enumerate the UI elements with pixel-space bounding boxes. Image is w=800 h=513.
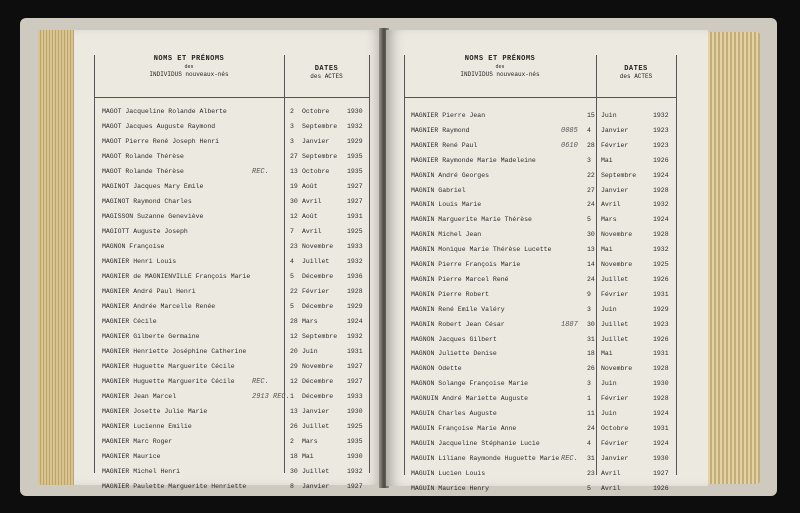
entry-year: 1927 [347, 363, 363, 370]
entry-year: 1932 [653, 201, 669, 209]
page-edges-right [706, 32, 760, 484]
entry-month: Décembre [302, 378, 334, 385]
entry-month: Février [601, 395, 629, 403]
entry-name: MAGNIN Michel Jean [411, 231, 482, 239]
entry-day: 2 [290, 438, 294, 445]
entry-name: MAGNIER Marc Roger [102, 438, 173, 445]
entry-month: Juin [601, 410, 617, 417]
entry-day: 1 [290, 393, 294, 400]
register-entry [411, 170, 676, 182]
entry-year: 1930 [347, 408, 363, 415]
register-entry [411, 185, 676, 197]
entry-day: 30 [290, 198, 298, 205]
register-entry [102, 121, 367, 133]
entry-year: 1926 [653, 275, 669, 283]
entry-day: 5 [290, 273, 294, 280]
register-entry [102, 271, 367, 283]
entry-day: 5 [587, 484, 591, 492]
entry-year: 1927 [347, 198, 363, 205]
entry-day: 28 [290, 318, 298, 325]
entry-year: 1933 [347, 393, 363, 400]
entry-day: 12 [290, 213, 298, 220]
entry-month: Octobre [302, 108, 330, 115]
register-entry [411, 274, 676, 286]
register-entry [411, 453, 676, 465]
entry-month: Septembre [302, 123, 338, 130]
entry-year: 1925 [653, 261, 669, 268]
register-entry [102, 346, 367, 358]
entry-day: 18 [587, 350, 595, 358]
entry-name: MAGOT Jacqueline Rolande Alberte [102, 108, 227, 115]
entry-year: 1923 [653, 141, 669, 149]
entry-year: 1932 [653, 112, 669, 119]
entry-day: 13 [290, 408, 298, 415]
entry-day: 3 [290, 123, 294, 130]
entry-year: 1932 [347, 333, 363, 340]
entry-name: MAGNIN Pierre François Marie [411, 261, 521, 268]
entry-name: MAGNIER Paulette Marguerite Henriette [102, 483, 247, 490]
entry-year: 1929 [347, 303, 363, 310]
entry-note: REC. [561, 454, 578, 463]
entry-name: MAGNIER Huguette Marguerite Cécile [102, 378, 235, 385]
entry-day: 3 [587, 380, 591, 388]
entry-day: 30 [587, 231, 595, 239]
entry-note: REC. [252, 378, 269, 386]
entry-month: Juillet [601, 335, 629, 343]
entry-year: 1935 [347, 153, 363, 160]
entry-year: 1924 [653, 410, 669, 417]
entry-month: Avril [601, 469, 621, 477]
register-entry [411, 125, 676, 137]
entry-month: Octobre [601, 424, 629, 432]
entry-name: MAGNIER Pierre Jean [411, 112, 486, 119]
register-entry [411, 244, 676, 256]
entry-month: Septembre [302, 153, 338, 160]
register-entry [102, 361, 367, 373]
entry-year: 1923 [653, 126, 669, 134]
entry-name: MAGNIER Michel Henri [102, 468, 181, 475]
entry-month: Décembre [302, 273, 334, 280]
entry-month: Juillet [601, 320, 629, 328]
left-page [74, 30, 384, 490]
entry-name: MAGNIN Robert Jean César [411, 320, 505, 328]
entry-year: 1935 [347, 438, 363, 445]
entry-year: 1926 [653, 335, 669, 343]
entry-month: Novembre [601, 261, 633, 268]
entry-name: MAGNIER Lucienne Emilie [102, 423, 192, 430]
entry-year: 1931 [653, 290, 669, 298]
entry-month: Juin [601, 305, 617, 313]
register-entry [411, 468, 676, 480]
entry-day: 24 [587, 424, 595, 432]
names-heading-right-line2: des [495, 64, 505, 70]
entry-name: MAGNIER Jean Marcel [102, 393, 177, 400]
entry-name: MAGNIER René Paul [411, 141, 478, 149]
register-entry [411, 348, 676, 360]
entry-name: MAGNON Odette [411, 365, 462, 373]
entry-day: 2 [290, 108, 294, 115]
entry-month: Avril [302, 228, 322, 235]
entry-month: Juillet [302, 258, 330, 265]
left-outer-rule-right [369, 55, 370, 473]
entry-name: MAGNIER Josette Julie Marie [102, 408, 208, 415]
entry-day: 26 [587, 365, 595, 373]
register-entry [102, 106, 367, 118]
entry-month: Novembre [601, 365, 633, 373]
names-heading [94, 55, 284, 97]
entry-year: 1930 [653, 380, 669, 388]
entry-name: MAGNIN Pierre Robert [411, 290, 490, 298]
entry-day: 1 [587, 395, 591, 403]
register-entry [102, 406, 367, 418]
entry-year: 1931 [347, 213, 363, 220]
entry-month: Juin [601, 380, 617, 388]
register-entry [102, 391, 367, 403]
entry-year: 1929 [653, 305, 669, 313]
entry-name: MAGNIN Gabriel [411, 186, 466, 194]
entry-year: 1930 [653, 454, 669, 462]
register-entry [411, 259, 676, 271]
entry-day: 4 [587, 439, 591, 447]
entry-day: 11 [587, 410, 595, 417]
entry-day: 4 [290, 258, 294, 265]
entry-month: Avril [601, 484, 621, 492]
entry-year: 1924 [653, 439, 669, 447]
entry-name: MAGUIN Maurice Henry [411, 484, 490, 492]
entry-month: Janvier [601, 126, 629, 134]
entry-name: MAGNIN Marguerite Marie Thérèse [411, 216, 532, 224]
entry-day: 20 [290, 348, 298, 355]
entry-day: 9 [587, 290, 591, 298]
page-edges-left [38, 30, 78, 485]
entry-year: 1931 [653, 424, 669, 432]
entry-year: 1929 [347, 138, 363, 145]
entry-month: Janvier [601, 454, 629, 462]
entry-name: MAGNIN Louis Marie [411, 201, 482, 209]
entry-year: 1924 [347, 318, 363, 325]
entry-name: MAGUIN Lucien Louis [411, 469, 486, 477]
entry-day: 5 [587, 216, 591, 224]
entry-name: MAGUIN Jacqueline Stéphanie Lucie [411, 439, 540, 447]
entry-note: 0610 [561, 141, 578, 150]
register-entry [102, 211, 367, 223]
entry-year: 1930 [347, 453, 363, 460]
entry-day: 7 [290, 228, 294, 235]
register-entry [411, 319, 676, 331]
entry-month: Juin [601, 112, 617, 119]
entry-day: 4 [587, 126, 591, 134]
entry-day: 19 [290, 183, 298, 190]
register-entry [102, 151, 367, 163]
dates-heading-line1: DATES [314, 65, 339, 73]
right-outer-rule-right [676, 55, 677, 475]
entry-month: Juillet [302, 423, 330, 430]
entry-year: 1927 [347, 483, 363, 490]
entry-year: 1925 [347, 228, 363, 235]
dates-heading-right [596, 65, 676, 107]
entry-year: 1936 [347, 273, 363, 280]
entry-day: 27 [587, 186, 595, 194]
entry-note: 2913 REC. [252, 393, 290, 401]
register-entry [411, 334, 676, 346]
names-heading-line1: NOMS ET PRÉNOMS [153, 55, 225, 63]
entry-month: Novembre [302, 363, 334, 370]
register-entry [102, 316, 367, 328]
register-entry [102, 241, 367, 253]
register-entry [102, 331, 367, 343]
entry-note: 1887 [561, 320, 578, 329]
entry-month: Décembre [302, 393, 334, 400]
entry-year: 1924 [653, 216, 669, 224]
entry-name: MAGNON Françoise [102, 243, 165, 250]
register-entry [411, 304, 676, 316]
register-entry [102, 181, 367, 193]
entry-year: 1931 [347, 348, 363, 355]
register-entry [102, 286, 367, 298]
entry-month: Janvier [302, 408, 330, 415]
dates-heading-right-line2: des ACTES [619, 73, 653, 80]
entry-month: Mai [601, 350, 613, 358]
entry-day: 3 [290, 138, 294, 145]
entry-month: Mai [601, 156, 613, 164]
entry-month: Avril [601, 201, 621, 209]
entry-name: MAGNIER Raymonde Marie Madeleine [411, 156, 536, 164]
entry-month: Mars [601, 216, 617, 224]
register-entry [102, 256, 367, 268]
register-entry [411, 378, 676, 390]
entry-year: 1927 [347, 183, 363, 190]
entry-name: MAGINOT Raymond Charles [102, 198, 192, 205]
entry-month: Juillet [601, 275, 629, 283]
register-entry [411, 229, 676, 241]
entry-year: 1923 [653, 320, 669, 328]
entry-day: 30 [290, 468, 298, 475]
entry-year: 1931 [653, 350, 669, 358]
register-entry [411, 110, 676, 122]
entry-year: 1926 [653, 484, 669, 492]
entry-month: Août [302, 183, 318, 190]
entry-day: 30 [587, 320, 595, 328]
entry-name: MAGNIER Henriette Joséphine Catherine [102, 348, 247, 355]
entry-month: Septembre [601, 171, 637, 179]
entry-day: 26 [290, 423, 298, 430]
entry-month: Février [601, 290, 629, 298]
entry-name: MAGNIN René Emile Valéry [411, 305, 505, 313]
entry-month: Mai [302, 453, 314, 460]
entry-name: MAGOT Pierre René Joseph Henri [102, 138, 220, 145]
entry-name: MAGNON Juliette Denise [411, 350, 497, 358]
register-entry [102, 466, 367, 478]
entry-year: 1932 [347, 258, 363, 265]
register-entry [411, 289, 676, 301]
entry-year: 1927 [653, 469, 669, 477]
register-entry [411, 155, 676, 167]
register-entry [411, 438, 676, 450]
entry-day: 15 [587, 112, 595, 119]
entry-year: 1925 [347, 423, 363, 430]
left-header [94, 55, 369, 98]
entry-month: Mars [302, 318, 318, 325]
entry-month: Décembre [302, 303, 334, 310]
entry-day: 3 [587, 305, 591, 313]
entry-year: 1928 [347, 288, 363, 295]
register-entry [102, 451, 367, 463]
entry-month: Février [601, 141, 629, 149]
entry-day: 22 [587, 171, 595, 179]
register-entry [411, 393, 676, 405]
entry-note: 0085 [561, 126, 578, 135]
entry-year: 1933 [347, 243, 363, 250]
entry-name: MAGOT Jacques Auguste Raymond [102, 123, 216, 130]
register-entry [411, 199, 676, 211]
register-entry [411, 408, 676, 420]
entry-name: MAGNIN Monique Marie Thérèse Lucette [411, 246, 552, 254]
entry-month: Novembre [302, 243, 334, 250]
entry-year: 1926 [653, 156, 669, 164]
names-heading-right [404, 55, 596, 97]
entry-day: 5 [290, 303, 294, 310]
entry-day: 23 [290, 243, 298, 250]
entry-note: REC. [252, 168, 269, 176]
entry-day: 24 [587, 275, 595, 283]
entry-name: MAGISSON Suzanne Geneviève [102, 213, 204, 220]
register-entry [102, 196, 367, 208]
entry-day: 23 [587, 469, 595, 477]
register-entry [411, 363, 676, 375]
entry-day: 28 [587, 141, 595, 149]
entry-name: MAGNIER Andrée Marcelle Renée [102, 303, 216, 310]
names-heading-right-line3: INDIVIDUS nouveaux-nés [460, 71, 540, 78]
dates-heading-right-line1: DATES [624, 65, 648, 73]
entry-month: Novembre [601, 231, 633, 239]
right-page [386, 30, 708, 492]
entry-name: MAGNIER André Paul Henri [102, 288, 196, 295]
register-entry [411, 140, 676, 152]
entry-month: Juillet [302, 468, 330, 475]
register-entry [102, 136, 367, 148]
entry-name: MAGNUIN André Mariette Auguste [411, 395, 529, 403]
entry-name: MAGNIER de MAGNIENVILLE François Marie [102, 273, 251, 280]
entry-month: Avril [302, 198, 322, 205]
entry-day: 13 [587, 246, 595, 254]
entry-name: MAGNIN André Georges [411, 171, 490, 179]
entry-name: MAGNIER Cécile [102, 318, 157, 325]
register-entry [102, 166, 367, 178]
entry-name: MAGUIN Charles Auguste [411, 410, 497, 417]
entry-day: 24 [587, 201, 595, 209]
entry-year: 1930 [347, 108, 363, 115]
right-outer-rule [404, 55, 405, 475]
entry-year: 1928 [653, 186, 669, 194]
entry-name: MAGOT Rolande Thérèse [102, 168, 184, 175]
entry-name: MAGNIER Maurice [102, 453, 161, 460]
left-outer-rule [94, 55, 95, 473]
entry-year: 1932 [653, 246, 669, 254]
entry-name: MAGNON Jacques Gilbert [411, 335, 497, 343]
entry-month: Février [601, 439, 629, 447]
entry-day: 22 [290, 288, 298, 295]
entry-name: MAGNIER Raymond [411, 126, 470, 134]
register-entry [102, 376, 367, 388]
register-entry [102, 301, 367, 313]
entry-name: MAGOT Rolande Thérèse [102, 153, 184, 160]
entry-year: 1928 [653, 365, 669, 373]
names-heading-right-line1: NOMS ET PRÉNOMS [464, 55, 536, 63]
entry-name: MAGNIER Gilberte Germaine [102, 333, 200, 340]
entry-name: MAGUIN Liliane Raymonde Huguette Marie [411, 454, 560, 462]
entry-year: 1924 [653, 171, 669, 179]
entry-day: 31 [587, 335, 595, 343]
entry-name: MAGNIN Pierre Marcel René [411, 275, 509, 283]
entry-name: MAGNIER Henri Louis [102, 258, 177, 265]
register-entry [102, 481, 367, 493]
entry-name: MAGIOTT Auguste Joseph [102, 228, 188, 235]
entry-month: Janvier [302, 483, 330, 490]
entry-month: Mars [302, 438, 318, 445]
entry-month: Juin [302, 348, 318, 355]
entry-name: MAGINOT Jacques Mary Emile [102, 183, 204, 190]
names-heading-line3: INDIVIDUS nouveaux-nés [149, 71, 229, 78]
entry-month: Septembre [302, 333, 338, 340]
entry-month: Février [302, 288, 330, 295]
entry-day: 27 [290, 153, 298, 160]
register-entry [102, 226, 367, 238]
register-entry [102, 421, 367, 433]
entry-year: 1932 [347, 123, 363, 130]
dates-heading-line2: des ACTES [310, 73, 343, 80]
entry-day: 31 [587, 454, 595, 462]
register-entry [102, 436, 367, 448]
entry-day: 18 [290, 453, 298, 460]
entry-year: 1927 [347, 378, 363, 385]
entry-year: 1928 [653, 231, 669, 239]
register-entry [411, 423, 676, 435]
entry-name: MAGNIER Huguette Marguerite Cécile [102, 363, 235, 370]
entry-year: 1928 [653, 395, 669, 403]
entry-year: 1932 [347, 468, 363, 475]
entry-name: MAGNON Solange Françoise Marie [411, 380, 529, 388]
entry-day: 8 [290, 483, 294, 490]
right-header [404, 55, 676, 98]
register-entry [411, 214, 676, 226]
entry-month: Mai [601, 246, 613, 254]
entry-day: 13 [290, 168, 298, 175]
entry-month: Janvier [302, 138, 330, 145]
entry-day: 29 [290, 363, 298, 370]
entry-month: Janvier [601, 186, 629, 194]
entry-month: Août [302, 213, 318, 220]
entry-day: 12 [290, 378, 298, 385]
entry-day: 3 [587, 156, 591, 164]
entry-name: MAGUIN Françoise Marie Anne [411, 424, 517, 432]
entry-day: 12 [290, 333, 298, 340]
entry-day: 14 [587, 261, 595, 268]
dates-heading [284, 65, 369, 107]
names-heading-line2: des [184, 64, 194, 70]
entry-month: Octobre [302, 168, 330, 175]
register-entry [411, 483, 676, 495]
entry-year: 1935 [347, 168, 363, 175]
